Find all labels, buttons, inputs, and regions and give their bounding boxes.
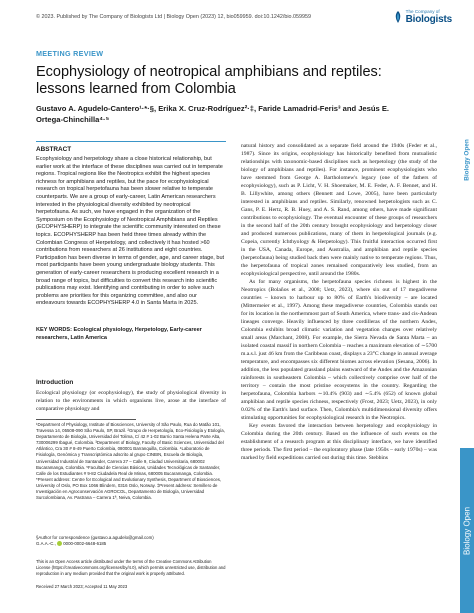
logo-small-text: The Company of (405, 9, 440, 14)
received-accepted-dates: Received 27 March 2023; Accepted 11 May 2023 (36, 584, 128, 589)
author-list: Gustavo A. Agudelo-Cantero¹·*·§, Erika X. Cruz-Rodríguez²·‡, Faride Lamadrid-Feris³ and Jesús E. Ortega-Chinchilla⁴·⁵ (36, 104, 390, 124)
correspondence-block (36, 535, 226, 547)
affiliation-footnotes: ¹Department of Physiology, Institute of Biosciences, University of São Paulo, Rua do Matão 101, Travessa 14, 05508-090 São Paulo, SP, Brazil. ²Grupo de Herpetología, Eco-Fisiología y Etología, Departamento de Biología, Universidad del Tolima, C/ 42 # 1-02 Barrio Santa Helena Parte Alta, 730006299 Ibagué, Colombia. ³Department of Biology, Faculty of Basic Sciences, Universidad del Atlántico, Cra 30 # 8-49 Puerto Colombia, 080001 Barranquilla, Colombia. ⁴Laboratorio de Fisiología, Genómica y Transcriptómica adscrito al grupo CINBIN, Escuela de Biología, Universidad Industrial de Santander, Carrera 27 – Calle 9, Ciudad Universitaria, 680002 Bucaramanga, Colombia. ⁵Facultad de Ciencias Básicas, Unidades Tecnológicas de Santander, Calle de los Estudiantes # 9-82 Ciudadela Real de Minas, 680005 Bucaramanga, Colombia. *Present address: Centre for Ecological and Evolutionary Synthesis, Department of Biosciences, University of Oslo, PO Box 1066 Blindern, 0316 Oslo, Norway. ‡Present address: Semillero de Investigación en Agroconservación AGROCOL, Departamento de Biología, Universidad Surcolombiana, Av. Pastrana – Carrera 1ª, Neiva, Colombia. (36, 422, 225, 501)
abstract-heading: ABSTRACT (36, 146, 72, 153)
orcid-icon (57, 541, 62, 546)
body-paragraph: Key events favored the interaction between herpetology and ecophysiology in Colombia during the 20th century. Based on the influence of such events on the establishment of a research program at this disciplinary interface, we have identified three periods. The first period – the exploratory phase (late 1950s – early 1970s) – was marked by field expeditions carried out during this time. Stebbins (241, 423, 437, 461)
publisher-logo[interactable] (393, 10, 452, 25)
journal-side-label: Biology Open (463, 139, 471, 181)
abstract-text: Ecophysiology and herpetology share a close historical relationship, but earlier work at the interface of these disciplines was carried out in temperate regions. Tropical regions like the Neotropics exhibit the highest species richness for amphibians and reptiles, but the pace for ecophysiological research on tropical herpetofauna has been slower relative to temperate counterparts. We are a group of early-career, Latin American researchers interested in the physiological diversity exhibited by neotropical herpetofauna. As such, we have engaged in the organization of the Symposium on the Ecophysiology of Neotropical Amphibians and Reptiles (ECOPHYSHERP) to integrate the scientific community interested on these topics. ECOPHYSHERP has been held three times already within the Colombian Congress of Herpetology, and collectively it has hosted >60 contributions from researchers at 26 institutions and eight countries. Participation has been diverse in terms of gender, age, and career stage, but most participants have been young undergraduate biology students. This generation of early-career researchers is producing excellent research in a broad range of topics, but difficulties to convert this research into scientific publications may exist. Identifying and contributing in order to solve such problems are priorities for this organizing committee, and also our endeavours towards ECOPHYSHERP 4.0 in Santa Marta in 2025. (36, 156, 225, 307)
introduction-text: Ecological physiology (or ecophysiology), the study of physiological diversity in relation to the environments in which organisms live, arose at the interface of comparative physiology and (36, 390, 226, 412)
citation-line: © 2023. Published by The Company of Biologists Ltd | Biology Open (2023) 12, bio059959. doi:10.1242/bio.059959 (36, 14, 311, 20)
orcid-id-link[interactable]: 0000-0002-6648-6185 (63, 541, 107, 547)
orcid-line[interactable] (36, 541, 226, 547)
keywords: KEY WORDS: Ecological physiology, Herpetology, Early-career researchers, Latin America (36, 327, 202, 341)
correspondence-line: §Author for correspondence (gustavo.a.agudelo@gmail.com) (36, 535, 154, 540)
journal-side-tab: Biology Open (460, 448, 474, 613)
introduction-heading: Introduction (36, 379, 74, 386)
logo-mark-icon (393, 10, 403, 24)
orcid-name: G.A.A.-C., (36, 541, 56, 547)
logo-big-text: Biologists (405, 13, 452, 25)
footnote-divider (36, 419, 136, 420)
article-type-label: MEETING REVIEW (36, 49, 104, 58)
body-paragraph: natural history and consolidated as a separate field around the 1940s (Feder et al., 1987). Since its origins, ecophysiology has historically benefited from mutualistic relationships with taxonomic-based disciplines such as herpetology (the study of the biology of amphibians and reptiles). For instance, prominent ecophysiologists who have stemmed from George A. Bartholomew's legacy (one of the fathers of ecophysiology), such as P. Licht, V. H. Shoemaker, M. E. Feder, A. F. Bennet, and H. B. Lillywhite, among others (Bennett and Lowe, 2005), have been particularly interested in amphibians and reptiles. Similarly, renowned herpetologists such as C. Gans, P. E. Hertz, R. B. Huey, and A. S. Rand, among others, have made significant contributions to ecophysiology. The eventual encounter of these groups of researchers in the second half of the 20th century brought ecophysiology and herpetology closer and produced numerous publications, many of them in herpetological journals (e.g. Copeia, currently Ichthyology & Herpetology). This fruitful interaction occurred first in the USA, Canada, Europe, and Australia, and amphibian and reptile species (herpetofauna) being studied back then were mainly native to temperate regions. Thus, the herpetofauna of tropical zones remained comparatively less studied, from an ecophysiological perspective, until around the 1980s. (241, 143, 437, 277)
body-right-column (241, 142, 437, 462)
article-title: Ecophysiology of neotropical amphibians and reptiles: lessons learned from Colombia (36, 64, 382, 97)
license-text: This is an Open Access article distributed under the terms of the Creative Commons Attribution License (https://creativecommons.org/licenses/by/4.0), which permits unrestricted use, distribution and reproduction in any medium provided that the original work is properly attributed. (36, 559, 226, 576)
body-paragraph: As for many organisms, the herpetofauna species richness is highest in the Neotropics (Bolaños et al., 2008; Uetz, 2023), where six out of 17 megadiverse countries – known to harbour up to 80% of Earth's biodiversity – are located (Mittermeier et al., 1997). Among these megadiverse countries, Colombia stands out for its location in the northernmost part of South America, where trans- and cis-Andean lineages converge. Heavily influenced by three cordilleras of the northern Andes, Colombia exhibits broad climatic variation and vegetation changes over relatively small areas (Marchant, 2008). For example, the Sierra Nevada de Santa Marta – an isolated coastal massif in northern Colombia – reaches a maximum elevation of ∼5700 m.a.s.l. just 46 km from the Caribbean coast, displays a 23°C change in annual average temperature, and encompasses six different biomes across elevation (Sesana, 2006). In addition, the less populated grassland plains eastward of the Andes and the Amazonian rainforests in southeastern Colombia – which collectively comprise over half of the territory – contain the most pristine ecosystems in the country. Regarding the herpetofauna, Colombia harbors ∼10.4% (903) and ∼5.4% (652) of known global amphibian and reptile species richness, respectively (Frost, 2023; Uetz, 2023), in only 0.02% of the Earth's land surface. Then, Colombia's multidimensional diversity offers stimulating opportunities for ecophysiological research in the Neotropics. (241, 279, 437, 421)
abstract-divider (36, 141, 226, 142)
